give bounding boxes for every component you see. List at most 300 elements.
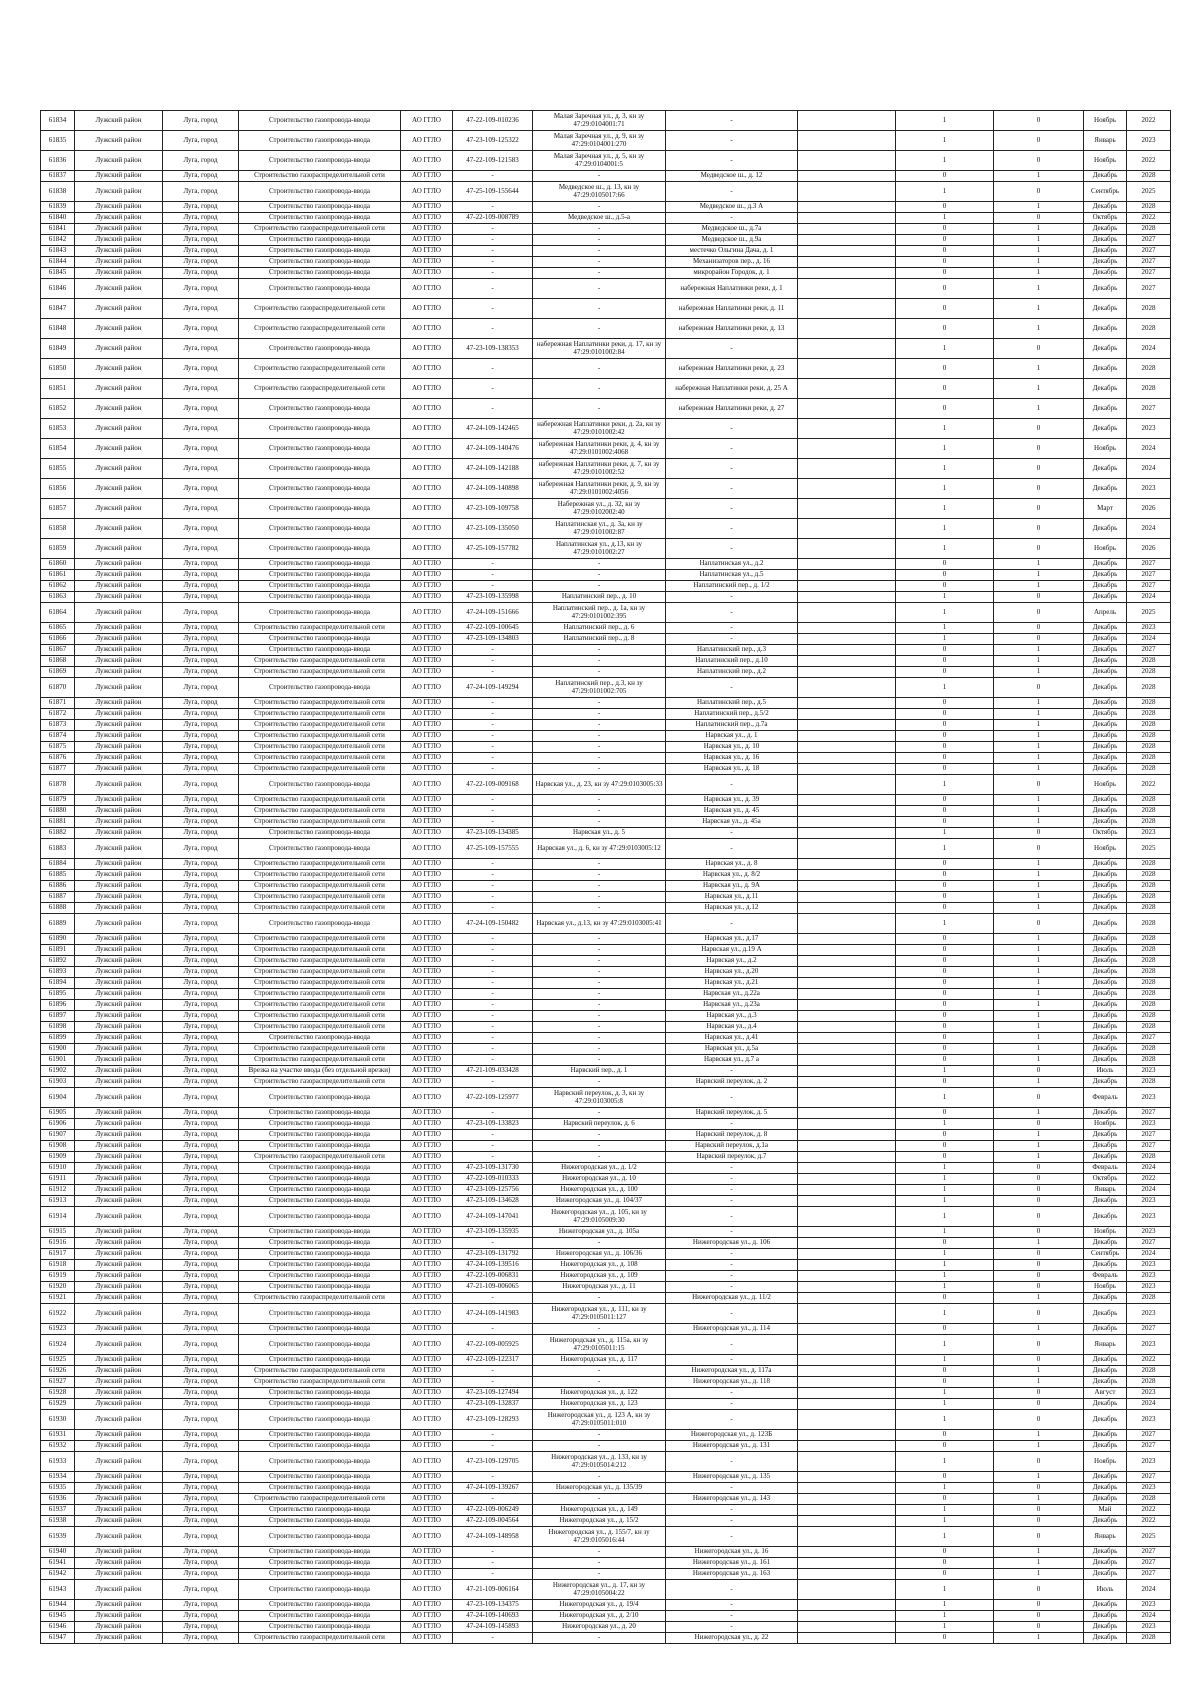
cell-empty xyxy=(798,1152,896,1163)
cell-count-b: 1 xyxy=(994,559,1084,570)
cell-address-cadastral: - xyxy=(533,1324,666,1335)
cell-year: 2024 xyxy=(1127,1399,1171,1410)
cell-empty xyxy=(798,1452,896,1472)
cell-city: Луга, город xyxy=(163,914,239,934)
cell-application-code: 47-24-109-140476 xyxy=(453,439,533,459)
cell-empty xyxy=(798,698,896,709)
cell-application-code: - xyxy=(453,709,533,720)
cell-address: - xyxy=(666,519,798,539)
table-row xyxy=(41,479,1171,499)
cell-address-cadastral: - xyxy=(533,1152,666,1163)
table-row xyxy=(41,539,1171,559)
cell-year: 2028 xyxy=(1127,709,1171,720)
table-row xyxy=(41,182,1171,202)
cell-district: Лужский район xyxy=(75,623,163,634)
cell-count-a: 1 xyxy=(896,1185,994,1196)
cell-city: Луга, город xyxy=(163,667,239,678)
cell-address: - xyxy=(666,1196,798,1207)
cell-id: 61873 xyxy=(41,720,75,731)
cell-address-cadastral: - xyxy=(533,1238,666,1249)
cell-id: 61891 xyxy=(41,945,75,956)
cell-count-a: 0 xyxy=(896,1633,994,1644)
cell-district: Лужский район xyxy=(75,1335,163,1355)
cell-organization: АО ГГЛО xyxy=(401,1494,453,1505)
cell-application-code: - xyxy=(453,399,533,419)
cell-address-cadastral: - xyxy=(533,1108,666,1119)
cell-id: 61946 xyxy=(41,1622,75,1633)
cell-address-cadastral: - xyxy=(533,1472,666,1483)
cell-count-a: 1 xyxy=(896,151,994,171)
cell-organization: АО ГГЛО xyxy=(401,319,453,339)
cell-city: Луга, город xyxy=(163,1088,239,1108)
cell-empty xyxy=(798,581,896,592)
cell-work-type: Строительство газораспределительной сети xyxy=(239,742,401,753)
cell-city: Луга, город xyxy=(163,1207,239,1227)
cell-month: Декабрь xyxy=(1084,1196,1127,1207)
cell-count-b: 1 xyxy=(994,224,1084,235)
cell-district: Лужский район xyxy=(75,379,163,399)
cell-address: Нижегородская ул., д. 117а xyxy=(666,1366,798,1377)
cell-application-code: 47-24-109-140693 xyxy=(453,1611,533,1622)
cell-organization: АО ГГЛО xyxy=(401,764,453,775)
cell-work-type: Строительство газораспределительной сети xyxy=(239,795,401,806)
cell-organization: АО ГГЛО xyxy=(401,1430,453,1441)
cell-id: 61893 xyxy=(41,967,75,978)
cell-month: Декабрь xyxy=(1084,678,1127,698)
cell-district: Лужский район xyxy=(75,339,163,359)
cell-count-a: 0 xyxy=(896,1000,994,1011)
cell-year: 2028 xyxy=(1127,1055,1171,1066)
cell-district: Лужский район xyxy=(75,1558,163,1569)
cell-year: 2028 xyxy=(1127,806,1171,817)
cell-organization: АО ГГЛО xyxy=(401,859,453,870)
cell-count-a: 0 xyxy=(896,1130,994,1141)
cell-address: - xyxy=(666,1304,798,1324)
cell-empty xyxy=(798,1633,896,1644)
cell-district: Лужский район xyxy=(75,539,163,559)
cell-id: 61906 xyxy=(41,1119,75,1130)
cell-address: Нижегородская ул., д. 131 xyxy=(666,1441,798,1452)
cell-city: Луга, город xyxy=(163,1238,239,1249)
cell-empty xyxy=(798,742,896,753)
cell-month: Декабрь xyxy=(1084,1558,1127,1569)
table-row xyxy=(41,1152,1171,1163)
cell-application-code: - xyxy=(453,1441,533,1452)
cell-count-b: 0 xyxy=(994,634,1084,645)
table-row xyxy=(41,1611,1171,1622)
cell-count-a: 0 xyxy=(896,299,994,319)
cell-work-type: Строительство газопровода-ввода xyxy=(239,678,401,698)
cell-work-type: Строительство газопровода-ввода xyxy=(239,1033,401,1044)
cell-empty xyxy=(798,753,896,764)
cell-organization: АО ГГЛО xyxy=(401,634,453,645)
cell-organization: АО ГГЛО xyxy=(401,202,453,213)
table-row xyxy=(41,1044,1171,1055)
cell-work-type: Строительство газопровода-ввода xyxy=(239,1410,401,1430)
cell-work-type: Строительство газораспределительной сети xyxy=(239,171,401,182)
cell-count-b: 1 xyxy=(994,1430,1084,1441)
cell-year: 2026 xyxy=(1127,539,1171,559)
cell-application-code: - xyxy=(453,1000,533,1011)
cell-district: Лужский район xyxy=(75,1207,163,1227)
cell-district: Лужский район xyxy=(75,171,163,182)
cell-empty xyxy=(798,1163,896,1174)
cell-count-a: 1 xyxy=(896,1163,994,1174)
cell-year: 2022 xyxy=(1127,151,1171,171)
cell-application-code: - xyxy=(453,559,533,570)
cell-city: Луга, город xyxy=(163,519,239,539)
cell-empty xyxy=(798,1011,896,1022)
table-row xyxy=(41,519,1171,539)
cell-organization: АО ГГЛО xyxy=(401,914,453,934)
cell-address-cadastral: - xyxy=(533,934,666,945)
cell-empty xyxy=(798,151,896,171)
cell-month: Ноябрь xyxy=(1084,1452,1127,1472)
cell-month: Декабрь xyxy=(1084,224,1127,235)
cell-organization: АО ГГЛО xyxy=(401,1130,453,1141)
cell-count-b: 0 xyxy=(994,1196,1084,1207)
cell-city: Луга, город xyxy=(163,989,239,1000)
cell-address-cadastral: Нижегородская ул., д. 123 А, кн зу 47:29:0105011:010 xyxy=(533,1410,666,1430)
cell-application-code: 47-23-109-109758 xyxy=(453,499,533,519)
cell-address: микрорайон Городок, д. 1 xyxy=(666,268,798,279)
cell-work-type: Строительство газопровода-ввода xyxy=(239,1558,401,1569)
cell-address-cadastral: - xyxy=(533,379,666,399)
cell-work-type: Врезка на участке ввода (без отдельной врезки) xyxy=(239,1066,401,1077)
cell-year: 2028 xyxy=(1127,656,1171,667)
cell-district: Лужский район xyxy=(75,257,163,268)
cell-empty xyxy=(798,1077,896,1088)
registry-table-body xyxy=(41,111,1171,1644)
cell-organization: АО ГГЛО xyxy=(401,806,453,817)
cell-address: Нижегородская ул., д. 143 xyxy=(666,1494,798,1505)
cell-city: Луга, город xyxy=(163,419,239,439)
cell-month: Ноябрь xyxy=(1084,151,1127,171)
cell-empty xyxy=(798,1055,896,1066)
cell-count-a: 1 xyxy=(896,339,994,359)
table-row xyxy=(41,1185,1171,1196)
cell-count-b: 0 xyxy=(994,1249,1084,1260)
cell-application-code: - xyxy=(453,859,533,870)
cell-id: 61903 xyxy=(41,1077,75,1088)
cell-work-type: Строительство газопровода-ввода xyxy=(239,1505,401,1516)
cell-year: 2027 xyxy=(1127,1130,1171,1141)
cell-application-code: 47-23-109-134803 xyxy=(453,634,533,645)
cell-city: Луга, город xyxy=(163,1472,239,1483)
cell-count-a: 0 xyxy=(896,892,994,903)
cell-month: Декабрь xyxy=(1084,1355,1127,1366)
cell-address: Наплатинский пер., д. 1/2 xyxy=(666,581,798,592)
cell-district: Лужский район xyxy=(75,978,163,989)
cell-address: Нижегородская ул., д. 135 xyxy=(666,1472,798,1483)
cell-address-cadastral: Нижегородская ул., д. 123 xyxy=(533,1399,666,1410)
cell-month: Декабрь xyxy=(1084,279,1127,299)
cell-count-b: 1 xyxy=(994,742,1084,753)
cell-id: 61943 xyxy=(41,1580,75,1600)
cell-district: Лужский район xyxy=(75,731,163,742)
cell-city: Луга, город xyxy=(163,1304,239,1324)
cell-address-cadastral: - xyxy=(533,1022,666,1033)
cell-month: Декабрь xyxy=(1084,1055,1127,1066)
cell-address-cadastral: - xyxy=(533,246,666,257)
cell-work-type: Строительство газораспределительной сети xyxy=(239,656,401,667)
cell-count-b: 1 xyxy=(994,645,1084,656)
cell-count-b: 1 xyxy=(994,1472,1084,1483)
cell-organization: АО ГГЛО xyxy=(401,1238,453,1249)
cell-district: Лужский район xyxy=(75,1304,163,1324)
cell-count-a: 1 xyxy=(896,678,994,698)
cell-count-b: 1 xyxy=(994,1324,1084,1335)
cell-work-type: Строительство газопровода-ввода xyxy=(239,213,401,224)
cell-id: 61944 xyxy=(41,1600,75,1611)
cell-empty xyxy=(798,645,896,656)
cell-district: Лужский район xyxy=(75,1505,163,1516)
table-row xyxy=(41,1547,1171,1558)
cell-application-code: 47-23-109-132837 xyxy=(453,1399,533,1410)
cell-work-type: Строительство газопровода-ввода xyxy=(239,1580,401,1600)
cell-year: 2028 xyxy=(1127,1022,1171,1033)
cell-count-a: 0 xyxy=(896,967,994,978)
cell-organization: АО ГГЛО xyxy=(401,131,453,151)
cell-address: Наплатинская ул., д.2 xyxy=(666,559,798,570)
cell-address: - xyxy=(666,419,798,439)
cell-month: Декабрь xyxy=(1084,956,1127,967)
cell-year: 2024 xyxy=(1127,592,1171,603)
cell-address: Нарвская ул., д. 8 xyxy=(666,859,798,870)
cell-application-code: - xyxy=(453,1324,533,1335)
cell-district: Лужский район xyxy=(75,634,163,645)
cell-month: Декабрь xyxy=(1084,202,1127,213)
cell-application-code: 47-24-109-145893 xyxy=(453,1622,533,1633)
cell-work-type: Строительство газопровода-ввода xyxy=(239,839,401,859)
table-row xyxy=(41,1472,1171,1483)
cell-empty xyxy=(798,731,896,742)
cell-work-type: Строительство газопровода-ввода xyxy=(239,1355,401,1366)
table-row xyxy=(41,1249,1171,1260)
cell-organization: АО ГГЛО xyxy=(401,479,453,499)
cell-month: Декабрь xyxy=(1084,1130,1127,1141)
cell-organization: АО ГГЛО xyxy=(401,1441,453,1452)
cell-district: Лужский район xyxy=(75,1516,163,1527)
cell-organization: АО ГГЛО xyxy=(401,956,453,967)
cell-city: Луга, город xyxy=(163,539,239,559)
cell-count-b: 1 xyxy=(994,246,1084,257)
cell-year: 2028 xyxy=(1127,1494,1171,1505)
cell-month: Ноябрь xyxy=(1084,1119,1127,1130)
cell-year: 2023 xyxy=(1127,131,1171,151)
cell-month: Декабрь xyxy=(1084,1033,1127,1044)
cell-id: 61909 xyxy=(41,1152,75,1163)
cell-count-a: 1 xyxy=(896,1388,994,1399)
cell-address: Нарвский переулок, д.7 xyxy=(666,1152,798,1163)
table-row xyxy=(41,1494,1171,1505)
cell-address: Нарвская ул., д.4 xyxy=(666,1022,798,1033)
cell-id: 61836 xyxy=(41,151,75,171)
cell-count-a: 0 xyxy=(896,1011,994,1022)
cell-empty xyxy=(798,1207,896,1227)
cell-count-a: 0 xyxy=(896,359,994,379)
cell-address: Нарвская ул., д.3 xyxy=(666,1011,798,1022)
cell-application-code: 47-23-109-131730 xyxy=(453,1163,533,1174)
cell-organization: АО ГГЛО xyxy=(401,570,453,581)
cell-address-cadastral: Нижегородская ул., д. 1/2 xyxy=(533,1163,666,1174)
cell-count-a: 0 xyxy=(896,1022,994,1033)
cell-organization: АО ГГЛО xyxy=(401,1088,453,1108)
cell-id: 61865 xyxy=(41,623,75,634)
cell-application-code: - xyxy=(453,1011,533,1022)
cell-empty xyxy=(798,1174,896,1185)
cell-count-b: 0 xyxy=(994,459,1084,479)
cell-empty xyxy=(798,1227,896,1238)
cell-address-cadastral: набережная Наплатинки реки, д. 9, кн зу 47:29:0101002:4056 xyxy=(533,479,666,499)
cell-count-a: 0 xyxy=(896,989,994,1000)
cell-address-cadastral: - xyxy=(533,956,666,967)
cell-month: Декабрь xyxy=(1084,1516,1127,1527)
cell-month: Декабрь xyxy=(1084,379,1127,399)
table-row xyxy=(41,1483,1171,1494)
cell-address-cadastral: - xyxy=(533,698,666,709)
cell-month: Декабрь xyxy=(1084,645,1127,656)
cell-address-cadastral: Малая Заречная ул., д. 9, кн зу 47:29:0104001:270 xyxy=(533,131,666,151)
cell-count-a: 1 xyxy=(896,592,994,603)
cell-district: Лужский район xyxy=(75,479,163,499)
cell-city: Луга, город xyxy=(163,1494,239,1505)
cell-month: Март xyxy=(1084,499,1127,519)
cell-district: Лужский район xyxy=(75,1600,163,1611)
cell-year: 2028 xyxy=(1127,1011,1171,1022)
cell-address-cadastral: - xyxy=(533,1293,666,1304)
cell-work-type: Строительство газопровода-ввода xyxy=(239,570,401,581)
cell-address: - xyxy=(666,1260,798,1271)
cell-city: Луга, город xyxy=(163,1141,239,1152)
cell-count-a: 0 xyxy=(896,1108,994,1119)
cell-count-a: 0 xyxy=(896,795,994,806)
cell-year: 2024 xyxy=(1127,1249,1171,1260)
table-row xyxy=(41,1163,1171,1174)
cell-work-type: Строительство газораспределительной сети xyxy=(239,731,401,742)
cell-city: Луга, город xyxy=(163,570,239,581)
cell-address: Нарвский переулок, д. 2 xyxy=(666,1077,798,1088)
cell-city: Луга, город xyxy=(163,592,239,603)
cell-address: - xyxy=(666,1410,798,1430)
cell-city: Луга, город xyxy=(163,339,239,359)
cell-month: Ноябрь xyxy=(1084,539,1127,559)
cell-application-code: - xyxy=(453,806,533,817)
cell-address: Наплатинский пер., д.5 xyxy=(666,698,798,709)
cell-count-b: 1 xyxy=(994,1633,1084,1644)
cell-count-a: 1 xyxy=(896,1483,994,1494)
cell-month: Октябрь xyxy=(1084,213,1127,224)
cell-address: - xyxy=(666,1185,798,1196)
cell-empty xyxy=(798,1547,896,1558)
cell-empty xyxy=(798,720,896,731)
cell-id: 61842 xyxy=(41,235,75,246)
cell-work-type: Строительство газопровода-ввода xyxy=(239,279,401,299)
registry-table-wrapper xyxy=(40,110,1170,1644)
cell-application-code: 47-24-109-151666 xyxy=(453,603,533,623)
cell-count-a: 0 xyxy=(896,1152,994,1163)
cell-count-b: 0 xyxy=(994,1335,1084,1355)
cell-address: Медведское ш., д.9а xyxy=(666,235,798,246)
cell-address-cadastral: - xyxy=(533,171,666,182)
cell-work-type: Строительство газопровода-ввода xyxy=(239,419,401,439)
cell-application-code: - xyxy=(453,667,533,678)
cell-count-b: 0 xyxy=(994,839,1084,859)
table-row xyxy=(41,623,1171,634)
cell-application-code: 47-22-109-006831 xyxy=(453,1271,533,1282)
cell-address: - xyxy=(666,213,798,224)
cell-address: - xyxy=(666,151,798,171)
cell-year: 2023 xyxy=(1127,1452,1171,1472)
cell-application-code: - xyxy=(453,1033,533,1044)
cell-year: 2024 xyxy=(1127,634,1171,645)
cell-district: Лужский район xyxy=(75,1249,163,1260)
cell-district: Лужский район xyxy=(75,698,163,709)
cell-work-type: Строительство газопровода-ввода xyxy=(239,459,401,479)
cell-month: Февраль xyxy=(1084,1271,1127,1282)
cell-organization: АО ГГЛО xyxy=(401,1011,453,1022)
cell-city: Луга, город xyxy=(163,1227,239,1238)
cell-address-cadastral: - xyxy=(533,279,666,299)
cell-application-code: 47-23-109-125756 xyxy=(453,1185,533,1196)
table-row xyxy=(41,339,1171,359)
cell-empty xyxy=(798,268,896,279)
cell-count-b: 0 xyxy=(994,1452,1084,1472)
cell-work-type: Строительство газораспределительной сети xyxy=(239,720,401,731)
cell-application-code: 47-25-109-157782 xyxy=(453,539,533,559)
cell-count-a: 1 xyxy=(896,419,994,439)
cell-month: Июль xyxy=(1084,1066,1127,1077)
cell-district: Лужский район xyxy=(75,1055,163,1066)
cell-count-b: 0 xyxy=(994,775,1084,795)
cell-district: Лужский район xyxy=(75,1119,163,1130)
cell-organization: АО ГГЛО xyxy=(401,1547,453,1558)
cell-address: - xyxy=(666,839,798,859)
cell-district: Лужский район xyxy=(75,806,163,817)
cell-address-cadastral: - xyxy=(533,1033,666,1044)
cell-count-b: 1 xyxy=(994,881,1084,892)
cell-address-cadastral: - xyxy=(533,559,666,570)
cell-empty xyxy=(798,795,896,806)
cell-count-b: 0 xyxy=(994,1410,1084,1430)
cell-address-cadastral: Нижегородская ул., д. 109 xyxy=(533,1271,666,1282)
cell-count-a: 1 xyxy=(896,499,994,519)
table-row xyxy=(41,379,1171,399)
cell-application-code: - xyxy=(453,989,533,1000)
cell-district: Лужский район xyxy=(75,1472,163,1483)
cell-organization: АО ГГЛО xyxy=(401,870,453,881)
cell-year: 2024 xyxy=(1127,1580,1171,1600)
cell-count-b: 0 xyxy=(994,1399,1084,1410)
cell-organization: АО ГГЛО xyxy=(401,1633,453,1644)
cell-organization: АО ГГЛО xyxy=(401,1600,453,1611)
cell-empty xyxy=(798,1388,896,1399)
cell-address: - xyxy=(666,592,798,603)
cell-work-type: Строительство газораспределительной сети xyxy=(239,903,401,914)
cell-id: 61847 xyxy=(41,299,75,319)
cell-organization: АО ГГЛО xyxy=(401,1207,453,1227)
table-row xyxy=(41,667,1171,678)
cell-work-type: Строительство газопровода-ввода xyxy=(239,1088,401,1108)
table-row xyxy=(41,1527,1171,1547)
cell-address-cadastral: Нарвская ул., д. 5 xyxy=(533,828,666,839)
cell-year: 2028 xyxy=(1127,1152,1171,1163)
cell-id: 61922 xyxy=(41,1304,75,1324)
cell-work-type: Строительство газопровода-ввода xyxy=(239,1271,401,1282)
cell-organization: АО ГГЛО xyxy=(401,1505,453,1516)
cell-work-type: Строительство газораспределительной сети xyxy=(239,764,401,775)
cell-id: 61851 xyxy=(41,379,75,399)
